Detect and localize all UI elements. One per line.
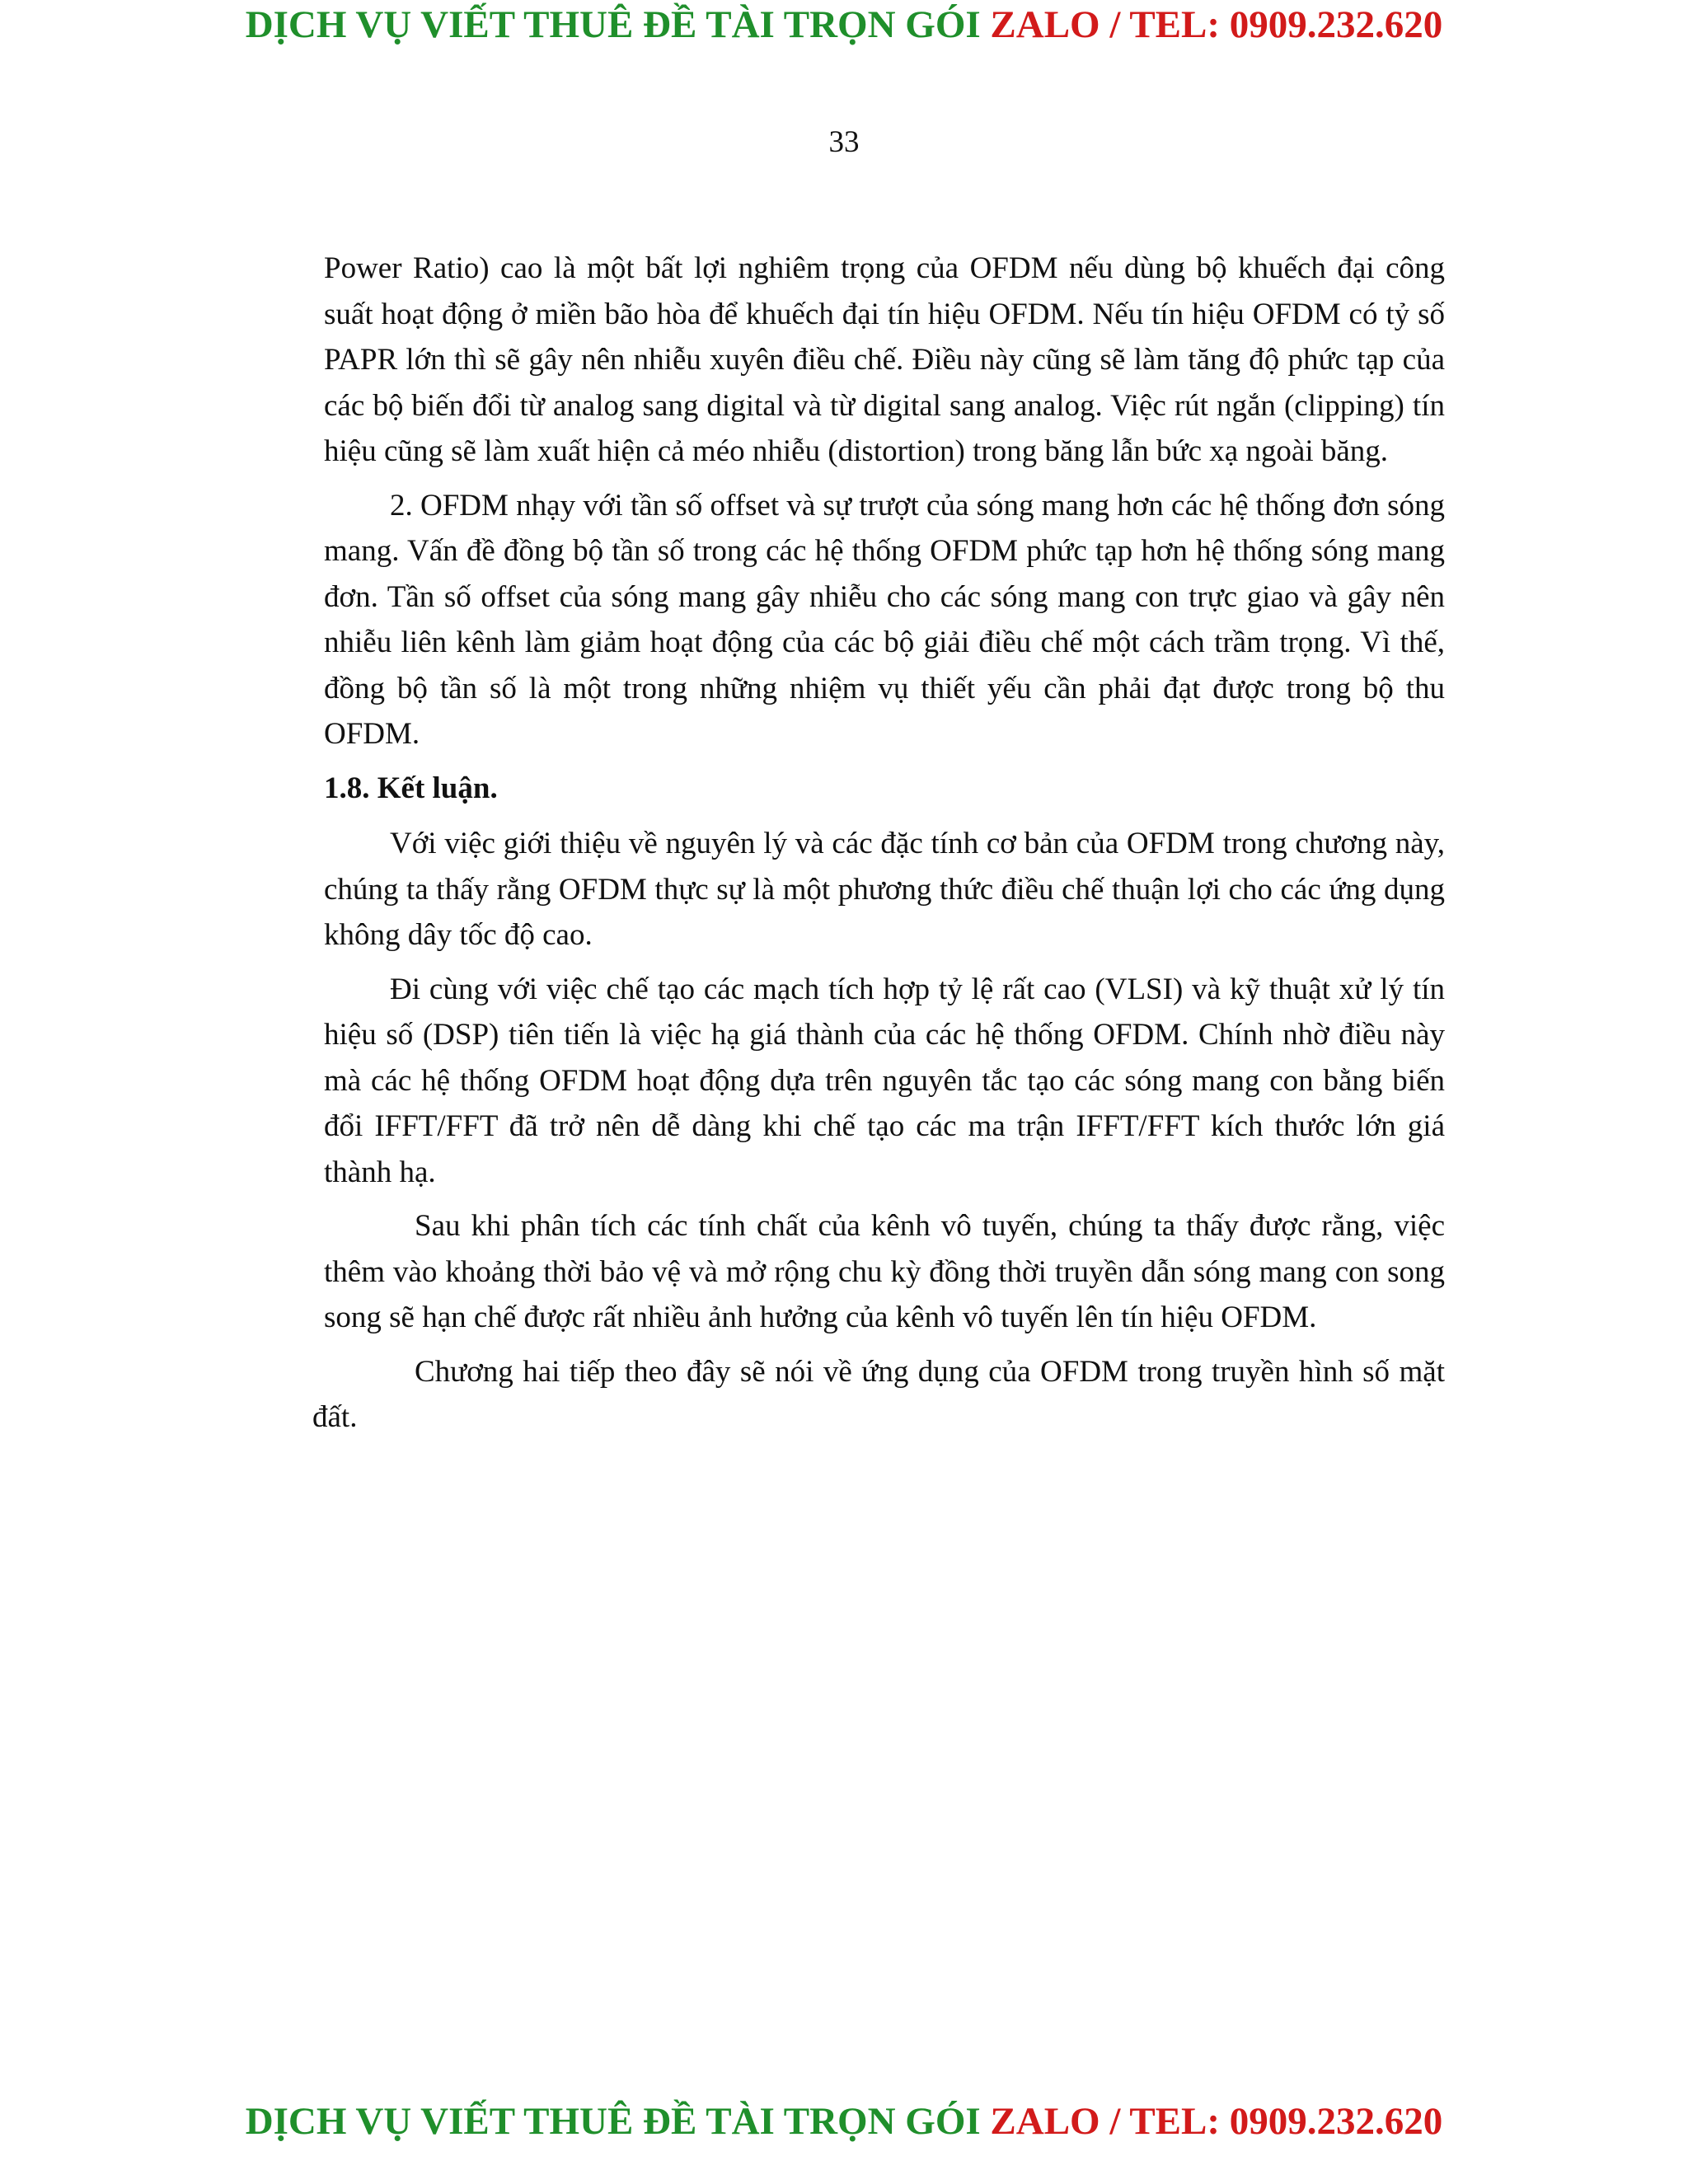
paragraph-channel-analysis: Sau khi phân tích các tính chất của kênh vô tuyến, chúng ta thấy được rằng, việc thêm vào khoảng thời bảo vệ và mở rộng chu kỳ đồng thời truyền dẫn sóng mang con song song sẽ hạn chế được rất nhiều ảnh hưởng của kênh vô tuyến lên tín hiệu OFDM. — [324, 1209, 1445, 1334]
banner-contact-text: ZALO / TEL: 0909.232.620 — [990, 2100, 1443, 2143]
paragraph-vlsi-dsp: Đi cùng với việc chế tạo các mạch tích hợp tỷ lệ rất cao (VLSI) và kỹ thuật xử lý tín hiệu số (DSP) tiên tiến là việc hạ giá thành của các hệ thống OFDM. Chính nhờ điều này mà các hệ thống OFDM hoạt động dựa trên nguyên tắc tạo các sóng mang con bằng biến đổi IFFT/FFT đã trở nên dễ dàng khi chế tạo các ma trận IFFT/FFT kích thước lớn giá thành hạ. — [324, 972, 1445, 1189]
header-banner — [0, 0, 1688, 49]
paragraph-papr: Power Ratio) cao là một bất lợi nghiêm trọng của OFDM nếu dùng bộ khuếch đại công suất hoạt động ở miền bão hòa để khuếch đại tín hiệu OFDM. Nếu tín hiệu OFDM có tỷ số PAPR lớn thì sẽ gây nên nhiễu xuyên điều chế. Điều này cũng sẽ làm tăng độ phức tạp của các bộ biến đổi từ analog sang digital và từ digital sang analog. Việc rút ngắn (clipping) tín hiệu cũng sẽ làm xuất hiện cả méo nhiễu (distortion) trong băng lẫn bức xạ ngoài băng. — [324, 251, 1445, 468]
banner-service-text: DỊCH VỤ VIẾT THUÊ ĐỀ TÀI TRỌN GÓI — [245, 2100, 981, 2143]
page-number: 33 — [828, 125, 860, 159]
section-heading: 1.8. Kết luận. — [324, 771, 498, 805]
banner-contact-text: ZALO / TEL: 0909.232.620 — [990, 3, 1443, 46]
paragraph-next-chapter: Chương hai tiếp theo đây sẽ nói về ứng dụng của OFDM trong truyền hình số mặt đất. — [312, 1354, 1445, 1434]
footer-banner — [0, 2097, 1688, 2146]
paragraph-conclusion-intro: Với việc giới thiệu về nguyên lý và các đặc tính cơ bản của OFDM trong chương này, chúng ta thấy rằng OFDM thực sự là một phương thức điều chế thuận lợi cho các ứng dụng không dây tốc độ cao. — [324, 827, 1445, 952]
banner-service-text: DỊCH VỤ VIẾT THUÊ ĐỀ TÀI TRỌN GÓI — [245, 3, 981, 46]
paragraph-frequency-offset: 2. OFDM nhạy với tần số offset và sự trượt của sóng mang hơn các hệ thống đơn sóng mang. Vấn đề đồng bộ tần số trong các hệ thống OFDM phức tạp hơn hệ thống sóng mang đơn. Tần số offset của sóng mang gây nhiễu cho các sóng mang con trực giao và gây nên nhiễu liên kênh làm giảm hoạt động của các bộ giải điều chế một cách trầm trọng. Vì thế, đồng bộ tần số là một trong những nhiệm vụ thiết yếu cần phải đạt được trong bộ thu OFDM. — [324, 488, 1445, 751]
document-body — [312, 246, 1445, 1449]
